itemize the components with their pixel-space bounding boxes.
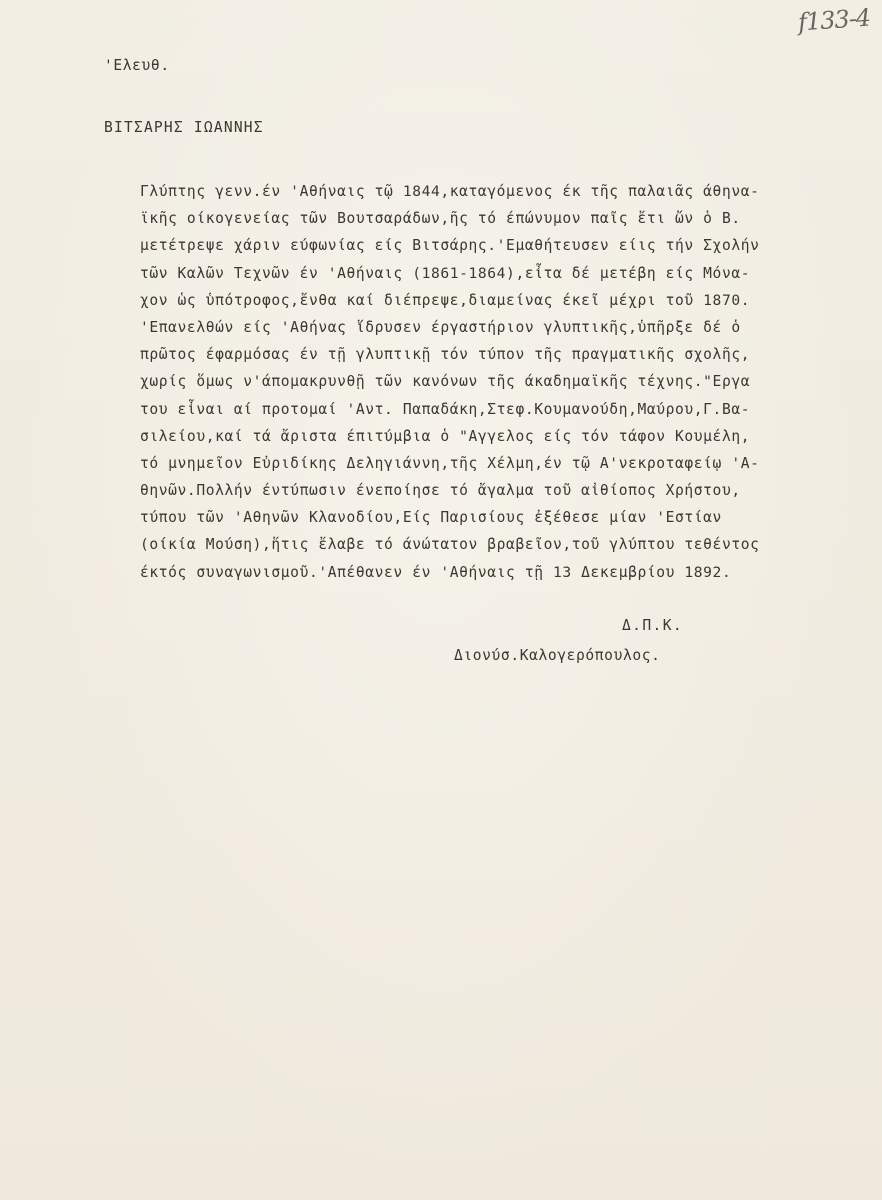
text-line: χον ὡς ὑπότροφος,ἔνθα καί διέπρεψε,διαμείνας έκεῖ μέχρι τοῦ 1870.	[140, 291, 751, 309]
archive-reference-mark: f133-4	[797, 3, 871, 37]
subject-name: ΒΙΤΣΑΡΗΣ ΙΩΑΝΝΗΣ	[104, 119, 264, 136]
text-line: χωρίς ὅμως ν'άπομακρυνθῇ τῶν κανόνων τῆς άκαδημαϊκῆς τέχνης."Εργα	[140, 373, 751, 391]
signature-name: Διονύσ.Καλογερόπουλος.	[454, 647, 661, 664]
text-line: τό μνημεῖον Εὐριδίκης Δεληγιάννη,τῆς Χέλμη,έν τῷ Α'νεκροταφείῳ 'Α-	[140, 454, 760, 472]
text-line: τύπου τῶν 'Αθηνῶν Κλανοδίου,Είς Παρισίους ἐξέθεσε μίαν 'Εστίαν	[140, 509, 722, 527]
text-line: 'Επανελθών είς 'Αθήνας ἵδρυσεν έργαστήριον γλυπτικῆς,ὑπῆρξε δέ ὁ	[140, 318, 741, 336]
text-line: ϊκῆς οίκογενείας τῶν Βουτσαράδων,ῆς τό έπώνυμον παῖς ἔτι ὤν ὁ Β.	[140, 210, 741, 228]
text-line: πρῶτος έφαρμόσας έν τῇ γλυπτικῇ τόν τύπον τῆς πραγματικῆς σχολῆς,	[140, 346, 751, 364]
text-line: σιλείου,καί τά ἄριστα έπιτύμβια ὁ "Αγγελος είς τόν τάφον Κουμέλη,	[140, 427, 751, 445]
text-line: τῶν Καλῶν Τεχνῶν έν 'Αθήναις (1861-1864),εἶτα δέ μετέβη είς Μόνα-	[140, 264, 751, 282]
document-body	[104, 52, 804, 664]
text-line: (οίκία Μούση),ἥτις ἔλαβε τό άνώτατον βραβεῖον,τοῦ γλύπτου τεθέντος	[140, 536, 760, 554]
biography-text	[140, 178, 830, 586]
text-line: μετέτρεψε χάριν εύφωνίας είς Βιτσάρης.'Εμαθήτευσεν είις τήν Σχολήν	[140, 237, 760, 255]
text-line: του εἶναι αί προτομαί 'Αντ. Παπαδάκη,Στεφ.Κουμανούδη,Μαύρου,Γ.Βα-	[140, 400, 751, 418]
text-line: έκτός συναγωνισμοῦ.'Απέθανεν έν 'Αθήναις τῇ 13 Δεκεμβρίου 1892.	[140, 563, 732, 581]
document-header: 'Ελευθ.	[104, 57, 170, 74]
text-line: Γλύπτης γενν.έν 'Αθήναις τῷ 1844,καταγόμενος έκ τῆς παλαιᾶς άθηνα-	[140, 183, 760, 200]
signature-initials: Δ.Π.Κ.	[622, 617, 684, 634]
text-line: θηνῶν.Πολλήν έντύπωσιν ένεποίησε τό ἄγαλμα τοῦ αἰθίοπος Χρήστου,	[140, 482, 741, 500]
